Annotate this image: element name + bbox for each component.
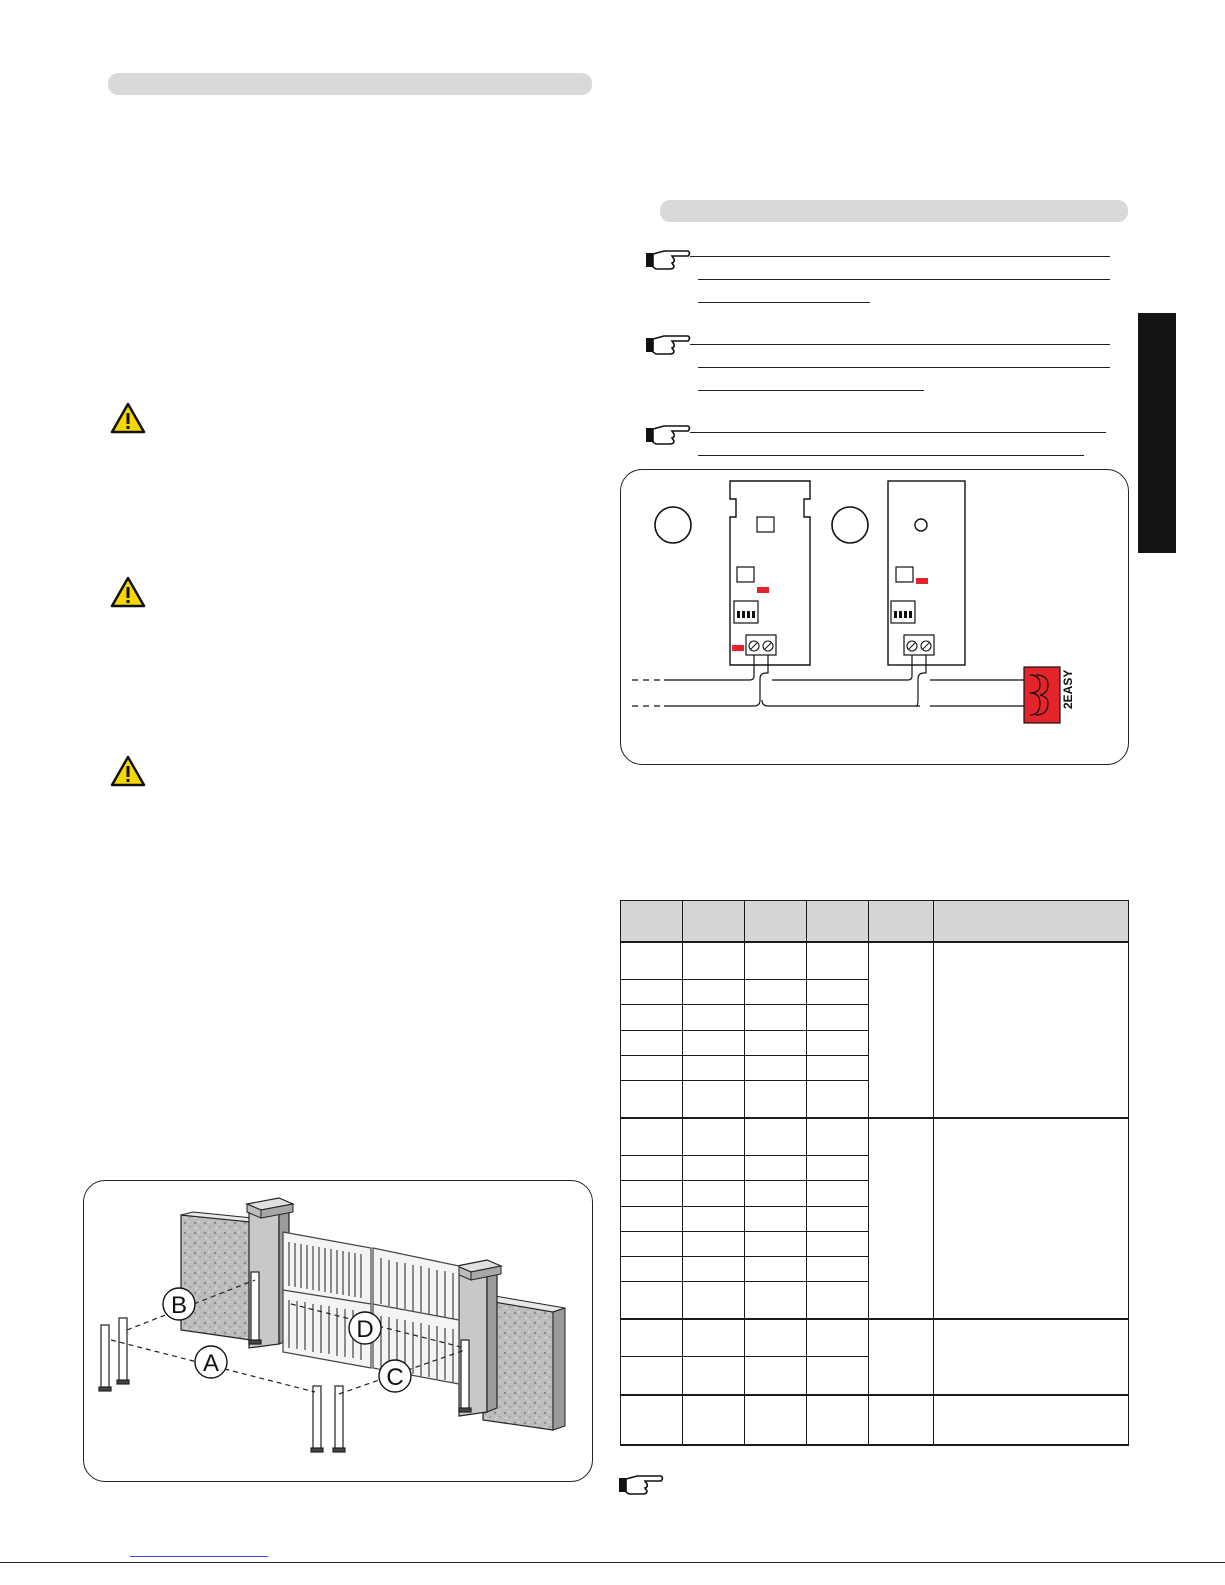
table-header-cell [869, 901, 934, 943]
gate-installation-illustration [83, 1180, 593, 1482]
language-side-tab [1138, 313, 1176, 553]
note-rule [698, 302, 870, 303]
table-row [621, 1319, 1129, 1357]
table-header-cell [621, 901, 683, 943]
table-header-cell [934, 901, 1129, 943]
callout-label-c: C [386, 1364, 404, 1391]
photocell-transmitter-module [730, 481, 810, 665]
wiring-diagram [620, 469, 1129, 765]
2easy-label: 2EASY [1061, 669, 1075, 709]
2easy-terminal-block [1024, 667, 1060, 723]
pointing-hand-icon [644, 245, 692, 273]
note-rule [690, 256, 1110, 257]
pointing-hand-icon [617, 1470, 665, 1498]
callout-label-d: D [356, 1316, 374, 1343]
note-rule [690, 432, 1106, 433]
footer-rule [0, 1562, 1225, 1563]
table-row [621, 942, 1129, 980]
warning-triangle-icon [110, 755, 146, 787]
callout-label-b: B [170, 1292, 188, 1319]
note-rule [698, 279, 1110, 280]
note-rule [698, 367, 1110, 368]
warning-triangle-icon [110, 576, 146, 608]
pointing-hand-icon [644, 330, 692, 358]
footer-link-underline[interactable] [130, 1556, 268, 1557]
note-rule [698, 390, 924, 391]
label-circle [655, 507, 691, 543]
label-circle [832, 507, 868, 543]
callout-label-a: A [202, 1350, 220, 1377]
table-row [621, 1118, 1129, 1156]
table-header-cell [683, 901, 745, 943]
configuration-table [620, 900, 1129, 1446]
table-header-cell [745, 901, 807, 943]
left-stone-wall [181, 1215, 251, 1340]
note-rule [698, 455, 1084, 456]
section-heading-bar-right [660, 200, 1128, 222]
warning-triangle-icon [110, 402, 146, 434]
photocell-receiver-module [888, 481, 965, 665]
pointing-hand-icon [644, 420, 692, 448]
section-heading-bar-left [108, 73, 592, 95]
table-header-row [621, 901, 1129, 943]
note-rule [690, 344, 1110, 345]
table-row [621, 1395, 1129, 1445]
table-header-cell [807, 901, 869, 943]
